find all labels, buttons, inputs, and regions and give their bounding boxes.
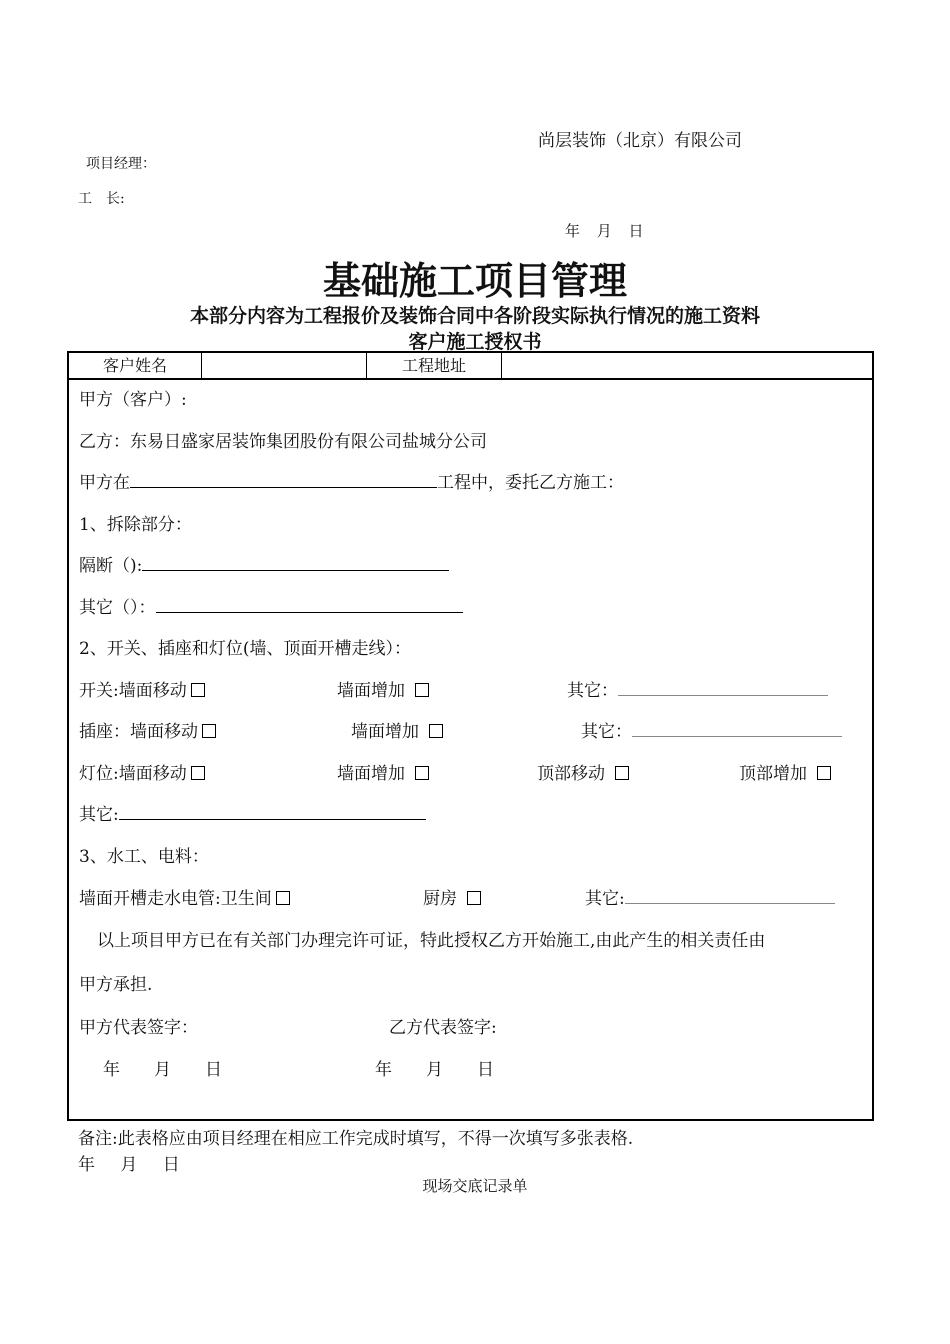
switch-wall-move-checkbox[interactable] [191, 683, 205, 697]
switch-wall-move-label: 开关:墙面移动 [79, 681, 187, 701]
party-b-date: 年 月 日 [375, 1060, 494, 1080]
party-a-signature-label: 甲方代表签字： [79, 1018, 198, 1038]
light-top-add-checkbox[interactable] [817, 766, 831, 780]
other-demolition-line [79, 593, 463, 618]
partition-label: 隔断（): [79, 556, 143, 576]
company-name: 尚层装饰（北京）有限公司 [538, 131, 742, 151]
plumbing-kitchen-checkbox[interactable] [467, 891, 481, 905]
bottom-date: 年 月 日 [78, 1155, 180, 1175]
plumbing-bathroom-checkbox[interactable] [276, 891, 290, 905]
plumbing-bathroom-label: 墙面开槽走水电管:卫生间 [79, 889, 272, 909]
form-note: 备注:此表格应由项目经理在相应工作完成时填写，不得一次填写多张表格. [78, 1129, 634, 1149]
socket-wall-move-checkbox[interactable] [202, 724, 216, 738]
plumbing-other-blank[interactable] [625, 887, 835, 904]
project-name-blank[interactable] [130, 471, 437, 488]
plumbing-other [585, 884, 835, 909]
section-demolition: 1、拆除部分： [79, 515, 192, 535]
socket-other-label: 其它： [581, 722, 632, 742]
socket-other-blank[interactable] [632, 720, 842, 737]
party-a-line: 甲方（客户）: [79, 390, 187, 410]
light-wall-add-checkbox[interactable] [415, 766, 429, 780]
other-electrical-blank[interactable] [119, 803, 426, 820]
project-address-field[interactable] [502, 353, 872, 378]
light-top-move-checkbox[interactable] [615, 766, 629, 780]
plumbing-other-label: 其它: [585, 889, 625, 909]
foreman-label: 工 长: [78, 191, 125, 207]
light-top-add-label: 顶部增加 [739, 764, 807, 784]
customer-name-label: 客户姓名 [69, 353, 202, 378]
switch-wall-add-label: 墙面增加 [337, 681, 405, 701]
party-b-line: 乙方：东易日盛家居装饰集团股份有限公司盐城分公司 [79, 432, 487, 452]
commission-line [79, 468, 624, 493]
partition-blank[interactable] [142, 554, 449, 571]
form-header-row [69, 353, 872, 380]
light-row [79, 759, 205, 784]
project-address-label: 工程地址 [367, 353, 502, 378]
plumbing-kitchen [423, 884, 481, 909]
light-wall-move-checkbox[interactable] [191, 766, 205, 780]
form-title: 客户施工授权书 [408, 331, 542, 353]
commission-pre: 甲方在 [79, 473, 130, 493]
page-title: 基础施工项目管理 [322, 258, 627, 303]
light-wall-add-label: 墙面增加 [337, 764, 405, 784]
other-demolition-blank[interactable] [156, 596, 463, 613]
partition-line [79, 551, 449, 576]
light-top-add [739, 759, 831, 784]
party-b-signature-label: 乙方代表签字: [389, 1018, 497, 1038]
plumbing-kitchen-label: 厨房 [423, 889, 457, 909]
switch-wall-add [337, 676, 429, 701]
light-top-move-label: 顶部移动 [537, 764, 605, 784]
switch-other [567, 676, 828, 701]
plumbing-row [79, 884, 290, 909]
footer-title: 现场交底记录单 [422, 1177, 528, 1195]
authorization-form [67, 351, 874, 1121]
header-date: 年 月 日 [565, 222, 644, 240]
socket-wall-add-label: 墙面增加 [351, 722, 419, 742]
customer-name-field[interactable] [202, 353, 367, 378]
switch-other-label: 其它： [567, 681, 618, 701]
light-wall-add [337, 759, 429, 784]
other-electrical-label: 其它: [79, 805, 119, 825]
section-switch-socket-light: 2、开关、插座和灯位(墙、顶面开槽走线）： [79, 639, 411, 659]
other-demolition-label: 其它（）： [79, 598, 156, 618]
commission-post: 工程中，委托乙方施工： [437, 473, 624, 493]
switch-row [79, 676, 205, 701]
other-electrical-line [79, 800, 426, 825]
socket-wall-move-label: 插座：墙面移动 [79, 722, 198, 742]
party-a-date: 年 月 日 [103, 1060, 222, 1080]
switch-wall-add-checkbox[interactable] [415, 683, 429, 697]
socket-other [581, 717, 842, 742]
switch-other-blank[interactable] [618, 679, 828, 696]
socket-wall-add-checkbox[interactable] [429, 724, 443, 738]
project-manager-label: 项目经理： [86, 156, 156, 172]
light-top-move [537, 759, 629, 784]
light-wall-move-label: 灯位:墙面移动 [79, 764, 187, 784]
page-subtitle: 本部分内容为工程报价及装饰合同中各阶段实际执行情况的施工资料 [189, 305, 760, 327]
authorization-statement-cont: 甲方承担. [79, 975, 153, 995]
section-plumbing: 3、水工、电料： [79, 847, 209, 867]
socket-row [79, 717, 216, 742]
authorization-statement: 以上项目甲方已在有关部门办理完许可证，特此授权乙方开始施工,由此产生的相关责任由 [97, 931, 766, 951]
socket-wall-add [351, 717, 443, 742]
